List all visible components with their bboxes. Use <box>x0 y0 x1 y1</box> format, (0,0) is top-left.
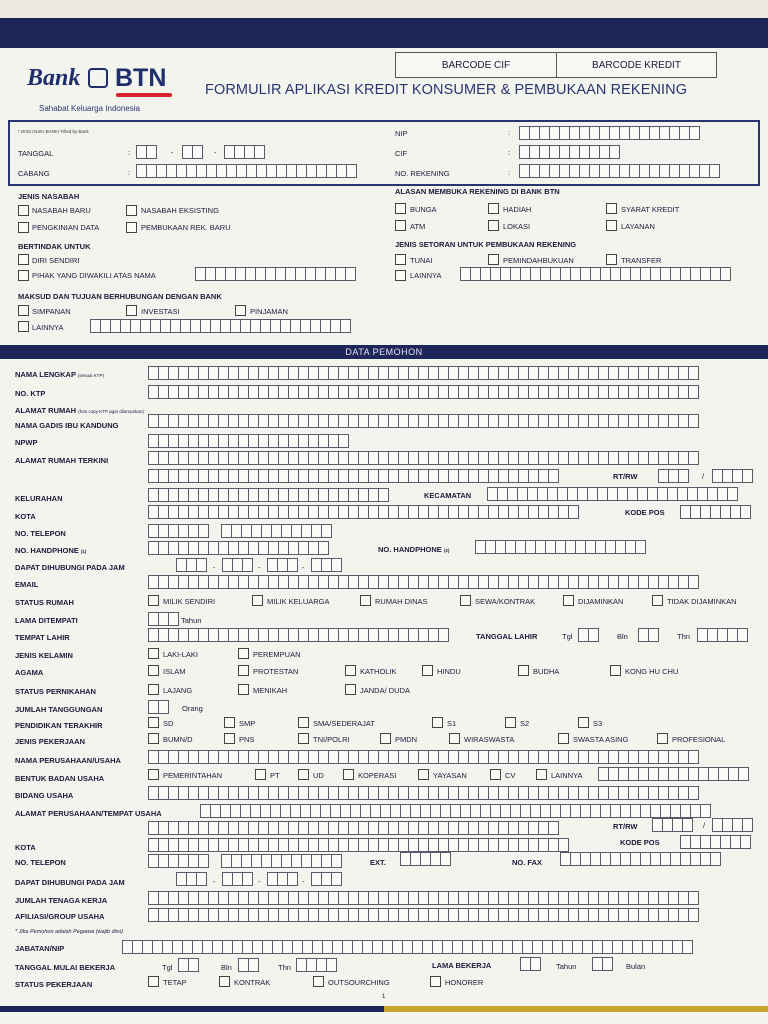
fields-agama-label: AGAMA <box>15 668 44 677</box>
tanggal-year-boxes[interactable] <box>224 145 264 159</box>
npwp-label: NPWP <box>15 438 38 447</box>
tenaga-label: JUMLAH TENAGA KERJA <box>15 896 108 905</box>
usaha-telepon-boxes[interactable] <box>221 854 341 868</box>
tanggungan-label: JUMLAH TANGGUNGAN <box>15 705 103 714</box>
afiliasi-boxes[interactable] <box>148 908 698 922</box>
option-label: DIJAMINKAN <box>578 597 624 606</box>
bidang-label: BIDANG USAHA <box>15 791 74 800</box>
fields-nikah-opts-checkbox[interactable] <box>345 684 356 695</box>
bln-unit: Bln <box>221 963 232 972</box>
option-label: OUTSOURCHING <box>328 978 390 987</box>
rw-boxes[interactable] <box>712 469 752 483</box>
fax-label: NO. FAX <box>512 858 543 867</box>
fields-pendidikan-opts-checkbox[interactable] <box>298 717 309 728</box>
option-label: LAINNYA <box>410 271 442 280</box>
atm-checkbox[interactable] <box>395 220 406 231</box>
maksud-title: MAKSUD DAN TUJUAN BERHUBUNGAN DENGAN BANK <box>18 292 222 301</box>
option-label: TETAP <box>163 978 187 987</box>
option-label: BUDHA <box>533 667 560 676</box>
hp2-boxes[interactable] <box>475 540 645 554</box>
nip-label: NIP <box>395 129 408 138</box>
jam-4-boxes[interactable] <box>311 558 341 572</box>
dash: - <box>171 148 174 157</box>
dash: - <box>213 877 216 886</box>
option-label: KONTRAK <box>234 978 271 987</box>
option-label: INVESTASI <box>141 307 180 316</box>
lama-kerja-bulan-boxes[interactable] <box>592 957 612 971</box>
top-navy-bar <box>0 18 768 48</box>
cif-boxes[interactable] <box>519 145 619 159</box>
nama-note: (sesuai KTP) <box>77 373 104 378</box>
tgl-lahir-label: TANGGAL LAHIR <box>476 632 538 641</box>
option-label: S3 <box>593 719 603 728</box>
usaha-rtrw-label: RT/RW <box>613 822 638 831</box>
lama-label: LAMA DITEMPATI <box>15 616 78 625</box>
fields-status-rumah-opts-checkbox[interactable] <box>252 595 263 606</box>
diri-sendiri-checkbox[interactable] <box>18 254 29 265</box>
option-label: BUNGA <box>410 205 437 214</box>
usaha-telepon-area-boxes[interactable] <box>148 854 208 868</box>
kelurahan-label: KELURAHAN <box>15 494 63 503</box>
fields-badan-opts-checkbox[interactable] <box>255 769 266 780</box>
kelurahan-boxes[interactable] <box>148 488 388 502</box>
fields-pekerjaan-opts-checkbox[interactable] <box>657 733 668 744</box>
alamat-usaha-boxes-1[interactable] <box>200 804 710 818</box>
mulai-label: TANGGAL MULAI BEKERJA <box>15 963 116 972</box>
fields-status-rumah-opts-checkbox[interactable] <box>148 595 159 606</box>
pinjaman-checkbox[interactable] <box>235 305 246 316</box>
pegawai-note: * Jika Pemohon adalah Pegawai (wajib diisi) <box>15 929 123 935</box>
fields-badan-opts-checkbox[interactable] <box>148 769 159 780</box>
logo-bank-word: Bank <box>27 65 81 91</box>
option-label: PNS <box>239 735 255 744</box>
fields-status-kerja-opts-checkbox[interactable] <box>148 976 159 987</box>
colon: : <box>508 148 511 157</box>
alamat-label <box>15 406 144 415</box>
option-label: PEMBUKAAN REK. BARU <box>141 223 231 232</box>
barcode-kredit-box: BARCODE KREDIT <box>556 52 717 78</box>
fields-agama-opts-checkbox[interactable] <box>345 665 356 676</box>
fields-pendidikan-opts-checkbox[interactable] <box>432 717 443 728</box>
jabatan-boxes[interactable] <box>122 940 692 954</box>
bottom-gold-bar <box>384 1006 768 1012</box>
bidang-boxes[interactable] <box>148 786 698 800</box>
usaha-kodepos-boxes[interactable] <box>680 835 750 849</box>
tgl-boxes[interactable] <box>578 628 598 642</box>
logo-brand: BTN <box>115 64 167 92</box>
alamat-usaha-label: ALAMAT PERUSAHAAN/TEMPAT USAHA <box>15 809 162 818</box>
option-label: TRANSFER <box>621 256 662 265</box>
thn-unit: Thn <box>278 963 291 972</box>
fields-agama-opts-checkbox[interactable] <box>518 665 529 676</box>
alasan-title: ALASAN MEMBUKA REKENING DI BANK BTN <box>395 187 560 196</box>
colon: : <box>128 148 131 157</box>
fields-pendidikan-opts-checkbox[interactable] <box>505 717 516 728</box>
option-label: PT <box>270 771 280 780</box>
no-rekening-label: NO. REKENING <box>395 169 450 178</box>
tgl-unit: Tgl <box>562 632 573 641</box>
option-label: S2 <box>520 719 530 728</box>
dash: - <box>302 563 305 572</box>
bulan-unit: Bulan <box>626 962 646 971</box>
fields-pekerjaan-opts-checkbox[interactable] <box>558 733 569 744</box>
kecamatan-boxes[interactable] <box>487 487 737 501</box>
thn-unit: Thn <box>677 632 690 641</box>
cabang-label: CABANG <box>18 169 50 178</box>
mulai-thn-boxes[interactable] <box>296 958 336 972</box>
ktp-label: NO. KTP <box>15 389 46 398</box>
pihak-checkbox[interactable] <box>18 270 29 281</box>
ext-label: EXT. <box>370 858 386 867</box>
jam-1-boxes[interactable] <box>176 558 206 572</box>
usaha-jam-3-boxes[interactable] <box>267 872 297 886</box>
fields-status-rumah-opts-checkbox[interactable] <box>563 595 574 606</box>
ktp-boxes[interactable] <box>148 385 698 399</box>
usaha-rt-boxes[interactable] <box>652 818 692 832</box>
dash: - <box>213 563 216 572</box>
ext-boxes[interactable] <box>400 852 450 866</box>
form-title: FORMULIR APLIKASI KREDIT KONSUMER & PEMBUKAAN REKENING <box>205 82 688 98</box>
fields-badan-opts-checkbox[interactable] <box>298 769 309 780</box>
option-label: LAYANAN <box>621 222 655 231</box>
alamat-kini-boxes-1[interactable] <box>148 451 698 465</box>
fields-badan-opts-checkbox[interactable] <box>490 769 501 780</box>
jam-3-boxes[interactable] <box>267 558 297 572</box>
orang-unit: Orang <box>182 704 203 713</box>
option-label: HINDU <box>437 667 461 676</box>
tanggal-month-boxes[interactable] <box>182 145 202 159</box>
option-label: PENGKINIAN DATA <box>32 223 100 232</box>
fields-pekerjaan-label: JENIS PEKERJAAN <box>15 737 86 746</box>
nasabah-eksisting-checkbox[interactable] <box>126 205 137 216</box>
fields-pekerjaan-opts-checkbox[interactable] <box>224 733 235 744</box>
tempat-lahir-boxes[interactable] <box>148 628 448 642</box>
tahun-unit: Tahun <box>181 616 202 625</box>
alamat-usaha-boxes-3[interactable] <box>148 838 568 852</box>
fields-status-rumah-opts-checkbox[interactable] <box>652 595 663 606</box>
usaha-jam-4-boxes[interactable] <box>311 872 341 886</box>
fields-pendidikan-label: PENDIDIKAN TERAKHIR <box>15 721 103 730</box>
dihubungi-label: DAPAT DIHUBUNGI PADA JAM <box>15 563 125 572</box>
option-label: KATHOLIK <box>360 667 397 676</box>
option-label: DIRI SENDIRI <box>32 256 80 265</box>
hp1-note: (1) <box>80 549 87 554</box>
option-label: PROTESTAN <box>253 667 299 676</box>
fields-nikah-label: STATUS PERNIKAHAN <box>15 687 96 696</box>
option-label: SMP <box>239 719 256 728</box>
fields-kelamin-opts-checkbox[interactable] <box>148 648 159 659</box>
badan-lainnya-boxes[interactable] <box>598 767 748 781</box>
fields-agama-opts-checkbox[interactable] <box>422 665 433 676</box>
status-rumah-label: STATUS RUMAH <box>15 598 74 607</box>
option-label: PEMINDAHBUKUAN <box>503 256 574 265</box>
option-label: HADIAH <box>503 205 532 214</box>
option-label: UD <box>313 771 324 780</box>
hp1-label-text: NO. HANDPHONE <box>15 546 79 555</box>
logo-swoosh-icon <box>116 93 172 97</box>
dash: - <box>214 148 217 157</box>
telepon-label: NO. TELEPON <box>15 529 66 538</box>
fields-badan-opts-checkbox[interactable] <box>343 769 354 780</box>
bln-unit: Bln <box>617 632 628 641</box>
kodepos-boxes[interactable] <box>680 505 750 519</box>
nama-label-text: NAMA LENGKAP <box>15 370 76 379</box>
tenaga-boxes[interactable] <box>148 891 698 905</box>
barcode-cif-box: BARCODE CIF <box>395 52 557 78</box>
fields-pendidikan-opts-checkbox[interactable] <box>148 717 159 728</box>
mulai-tgl-boxes[interactable] <box>178 958 198 972</box>
option-label: LAINNYA <box>551 771 583 780</box>
option-label: NASABAH BARU <box>32 206 91 215</box>
option-label: KOPERASI <box>358 771 397 780</box>
fields-status-rumah-opts-checkbox[interactable] <box>460 595 471 606</box>
fields-badan-label: BENTUK BADAN USAHA <box>15 774 105 783</box>
usaha-jam-2-boxes[interactable] <box>222 872 252 886</box>
pembukaan-rek-checkbox[interactable] <box>126 222 137 233</box>
fields-kelamin-opts-checkbox[interactable] <box>238 648 249 659</box>
fields-nikah-opts-checkbox[interactable] <box>148 684 159 695</box>
alamat-label-text: ALAMAT RUMAH <box>15 406 77 415</box>
pemindahbukuan-checkbox[interactable] <box>488 254 499 265</box>
lama-boxes[interactable] <box>148 612 178 626</box>
option-label: LAKI-LAKI <box>163 650 199 659</box>
colon: : <box>508 168 511 177</box>
npwp-boxes[interactable] <box>148 434 348 448</box>
simpanan-checkbox[interactable] <box>18 305 29 316</box>
option-label: MENIKAH <box>253 686 288 695</box>
fields-kelamin-label: JENIS KELAMIN <box>15 651 73 660</box>
kota-label: KOTA <box>15 512 36 521</box>
hp1-label <box>15 546 86 555</box>
fax-boxes[interactable] <box>560 852 720 866</box>
mulai-bln-boxes[interactable] <box>238 958 258 972</box>
fields-agama-opts-checkbox[interactable] <box>610 665 621 676</box>
option-label: LAJANG <box>163 686 193 695</box>
alamat-note: (foto copy KTP agar dilampirkan) <box>78 409 144 414</box>
option-label: SIMPANAN <box>32 307 71 316</box>
setoran-lainnya-checkbox[interactable] <box>395 270 406 281</box>
page-number: 1 <box>382 994 386 1000</box>
dash: - <box>258 877 261 886</box>
tunai-checkbox[interactable] <box>395 254 406 265</box>
pihak-nama-boxes[interactable] <box>195 267 355 281</box>
maksud-lainnya-checkbox[interactable] <box>18 321 29 332</box>
option-label: KONG HU CHU <box>625 667 679 676</box>
layanan-checkbox[interactable] <box>606 220 617 231</box>
perusahaan-boxes[interactable] <box>148 750 698 764</box>
option-label: PEREMPUAN <box>253 650 301 659</box>
fields-pekerjaan-opts-checkbox[interactable] <box>380 733 391 744</box>
option-label: PIHAK YANG DIWAKILI ATAS NAMA <box>32 271 156 280</box>
email-label: EMAIL <box>15 580 39 589</box>
fields-status-kerja-opts-checkbox[interactable] <box>313 976 324 987</box>
option-label: SWASTA ASING <box>573 735 629 744</box>
telepon-area-boxes[interactable] <box>148 524 208 538</box>
bertindak-title: BERTINDAK UNTUK <box>18 242 91 251</box>
fields-pendidikan-opts-checkbox[interactable] <box>224 717 235 728</box>
logo-tagline: Sahabat Keluarga Indonesia <box>39 104 140 113</box>
fields-pekerjaan-opts-checkbox[interactable] <box>298 733 309 744</box>
ibu-label: NAMA GADIS IBU KANDUNG <box>15 421 119 430</box>
investasi-checkbox[interactable] <box>126 305 137 316</box>
option-label: RUMAH DINAS <box>375 597 428 606</box>
option-label: MILIK SENDIRI <box>163 597 216 606</box>
bank-panel-note: * DIISI OLEH BANK/ Filled by Bank <box>18 129 89 134</box>
perusahaan-label: NAMA PERUSAHAAN/USAHA <box>15 756 121 765</box>
logo-house-icon <box>88 68 108 88</box>
section-data-pemohon: DATA PEMOHON <box>0 345 768 359</box>
ibu-boxes[interactable] <box>148 414 698 428</box>
option-label: YAYASAN <box>433 771 467 780</box>
option-label: CV <box>505 771 516 780</box>
cif-label: CIF <box>395 149 408 158</box>
option-label: SEWA/KONTRAK <box>475 597 536 606</box>
pengkinian-data-checkbox[interactable] <box>18 222 29 233</box>
fields-nikah-opts-checkbox[interactable] <box>238 684 249 695</box>
fields-status-kerja-opts-checkbox[interactable] <box>430 976 441 987</box>
option-label: MILIK KELUARGA <box>267 597 330 606</box>
lama-kerja-tahun-boxes[interactable] <box>520 957 540 971</box>
nama-boxes[interactable] <box>148 366 698 380</box>
option-label: PROFESIONAL <box>672 735 726 744</box>
kodepos-label: KODE POS <box>625 508 665 517</box>
afiliasi-label: AFILIASI/GROUP USAHA <box>15 912 105 921</box>
bunga-checkbox[interactable] <box>395 203 406 214</box>
nama-label <box>15 370 104 379</box>
fields-pendidikan-opts-checkbox[interactable] <box>578 717 589 728</box>
option-label: HONORER <box>445 978 484 987</box>
transfer-checkbox[interactable] <box>606 254 617 265</box>
hadiah-checkbox[interactable] <box>488 203 499 214</box>
telepon-number-boxes[interactable] <box>221 524 331 538</box>
usaha-jam-1-boxes[interactable] <box>176 872 206 886</box>
colon: : <box>508 128 511 137</box>
syarat-kredit-checkbox[interactable] <box>606 203 617 214</box>
nasabah-baru-checkbox[interactable] <box>18 205 29 216</box>
setoran-title: JENIS SETORAN UNTUK PEMBUKAAN REKENING <box>395 240 577 249</box>
jenis-nasabah-title: JENIS NASABAH <box>18 192 80 201</box>
status-kerja-label: STATUS PEKERJAAN <box>15 980 93 989</box>
option-label: SD <box>163 719 174 728</box>
option-label: PINJAMAN <box>250 307 288 316</box>
option-label: LOKASI <box>503 222 531 231</box>
dash: - <box>258 563 261 572</box>
option-label: ISLAM <box>163 667 186 676</box>
kota-boxes[interactable] <box>148 505 578 519</box>
fields-agama-opts-checkbox[interactable] <box>148 665 159 676</box>
email-boxes[interactable] <box>148 575 698 589</box>
fields-status-rumah-opts-checkbox[interactable] <box>360 595 371 606</box>
maksud-lainnya-boxes[interactable] <box>90 319 350 333</box>
colon: : <box>128 168 131 177</box>
bln-boxes[interactable] <box>638 628 658 642</box>
tempat-lahir-label: TEMPAT LAHIR <box>15 633 70 642</box>
rt-boxes[interactable] <box>658 469 688 483</box>
hp1-boxes[interactable] <box>148 541 328 555</box>
jam-2-boxes[interactable] <box>222 558 252 572</box>
tgl-unit: Tgl <box>162 963 173 972</box>
tanggal-label: TANGGAL <box>18 149 54 158</box>
tahun-unit: Tahun <box>556 962 577 971</box>
option-label: S1 <box>447 719 457 728</box>
alamat-kini-boxes-2[interactable] <box>148 469 558 483</box>
alamat-kini-label: ALAMAT RUMAH TERKINI <box>15 456 109 465</box>
alamat-usaha-boxes-2[interactable] <box>148 821 558 835</box>
tanggungan-boxes[interactable] <box>148 700 168 714</box>
lama-kerja-label: LAMA BEKERJA <box>432 961 492 970</box>
option-label: BUMN/D <box>163 735 193 744</box>
lokasi-checkbox[interactable] <box>488 220 499 231</box>
tanggal-day-boxes[interactable] <box>136 145 156 159</box>
fields-badan-opts-checkbox[interactable] <box>418 769 429 780</box>
option-label: LAINNYA <box>32 323 64 332</box>
usaha-kodepos-label: KODE POS <box>620 838 660 847</box>
no-rekening-boxes[interactable] <box>519 164 719 178</box>
usaha-kota-label: KOTA <box>15 843 36 852</box>
usaha-telepon-label: NO. TELEPON <box>15 858 66 867</box>
hp2-label <box>378 545 449 554</box>
kecamatan-label: KECAMATAN <box>424 491 472 500</box>
setoran-lainnya-boxes[interactable] <box>460 267 730 281</box>
option-label: TIDAK DIJAMINKAN <box>667 597 737 606</box>
top-photo-strip <box>0 0 768 18</box>
rtrw-label: RT/RW <box>613 472 638 481</box>
usaha-rw-boxes[interactable] <box>712 818 752 832</box>
cabang-boxes[interactable] <box>136 164 356 178</box>
fields-pekerjaan-opts-checkbox[interactable] <box>148 733 159 744</box>
fields-pekerjaan-opts-checkbox[interactable] <box>449 733 460 744</box>
option-label: SYARAT KREDIT <box>621 205 680 214</box>
hp2-label-text: NO. HANDPHONE <box>378 545 442 554</box>
nip-boxes[interactable] <box>519 126 699 140</box>
slash: / <box>703 821 706 830</box>
option-label: JANDA/ DUDA <box>360 686 411 695</box>
option-label: TUNAI <box>410 256 433 265</box>
hp2-note: (2) <box>443 548 450 553</box>
slash: / <box>702 472 705 481</box>
dash: - <box>302 877 305 886</box>
fields-agama-opts-checkbox[interactable] <box>238 665 249 676</box>
fields-status-kerja-opts-checkbox[interactable] <box>219 976 230 987</box>
option-label: NASABAH EKSISTING <box>141 206 219 215</box>
usaha-dihubungi-label: DAPAT DIHUBUNGI PADA JAM <box>15 878 125 887</box>
option-label: PMDN <box>395 735 418 744</box>
fields-badan-opts-checkbox[interactable] <box>536 769 547 780</box>
thn-boxes[interactable] <box>697 628 747 642</box>
option-label: SMA/SEDERAJAT <box>313 719 375 728</box>
option-label: ATM <box>410 222 426 231</box>
jabatan-label: JABATAN/NIP <box>15 944 65 953</box>
option-label: WIRASWASTA <box>464 735 515 744</box>
option-label: PEMERINTAHAN <box>163 771 223 780</box>
option-label: TNI/POLRI <box>313 735 350 744</box>
